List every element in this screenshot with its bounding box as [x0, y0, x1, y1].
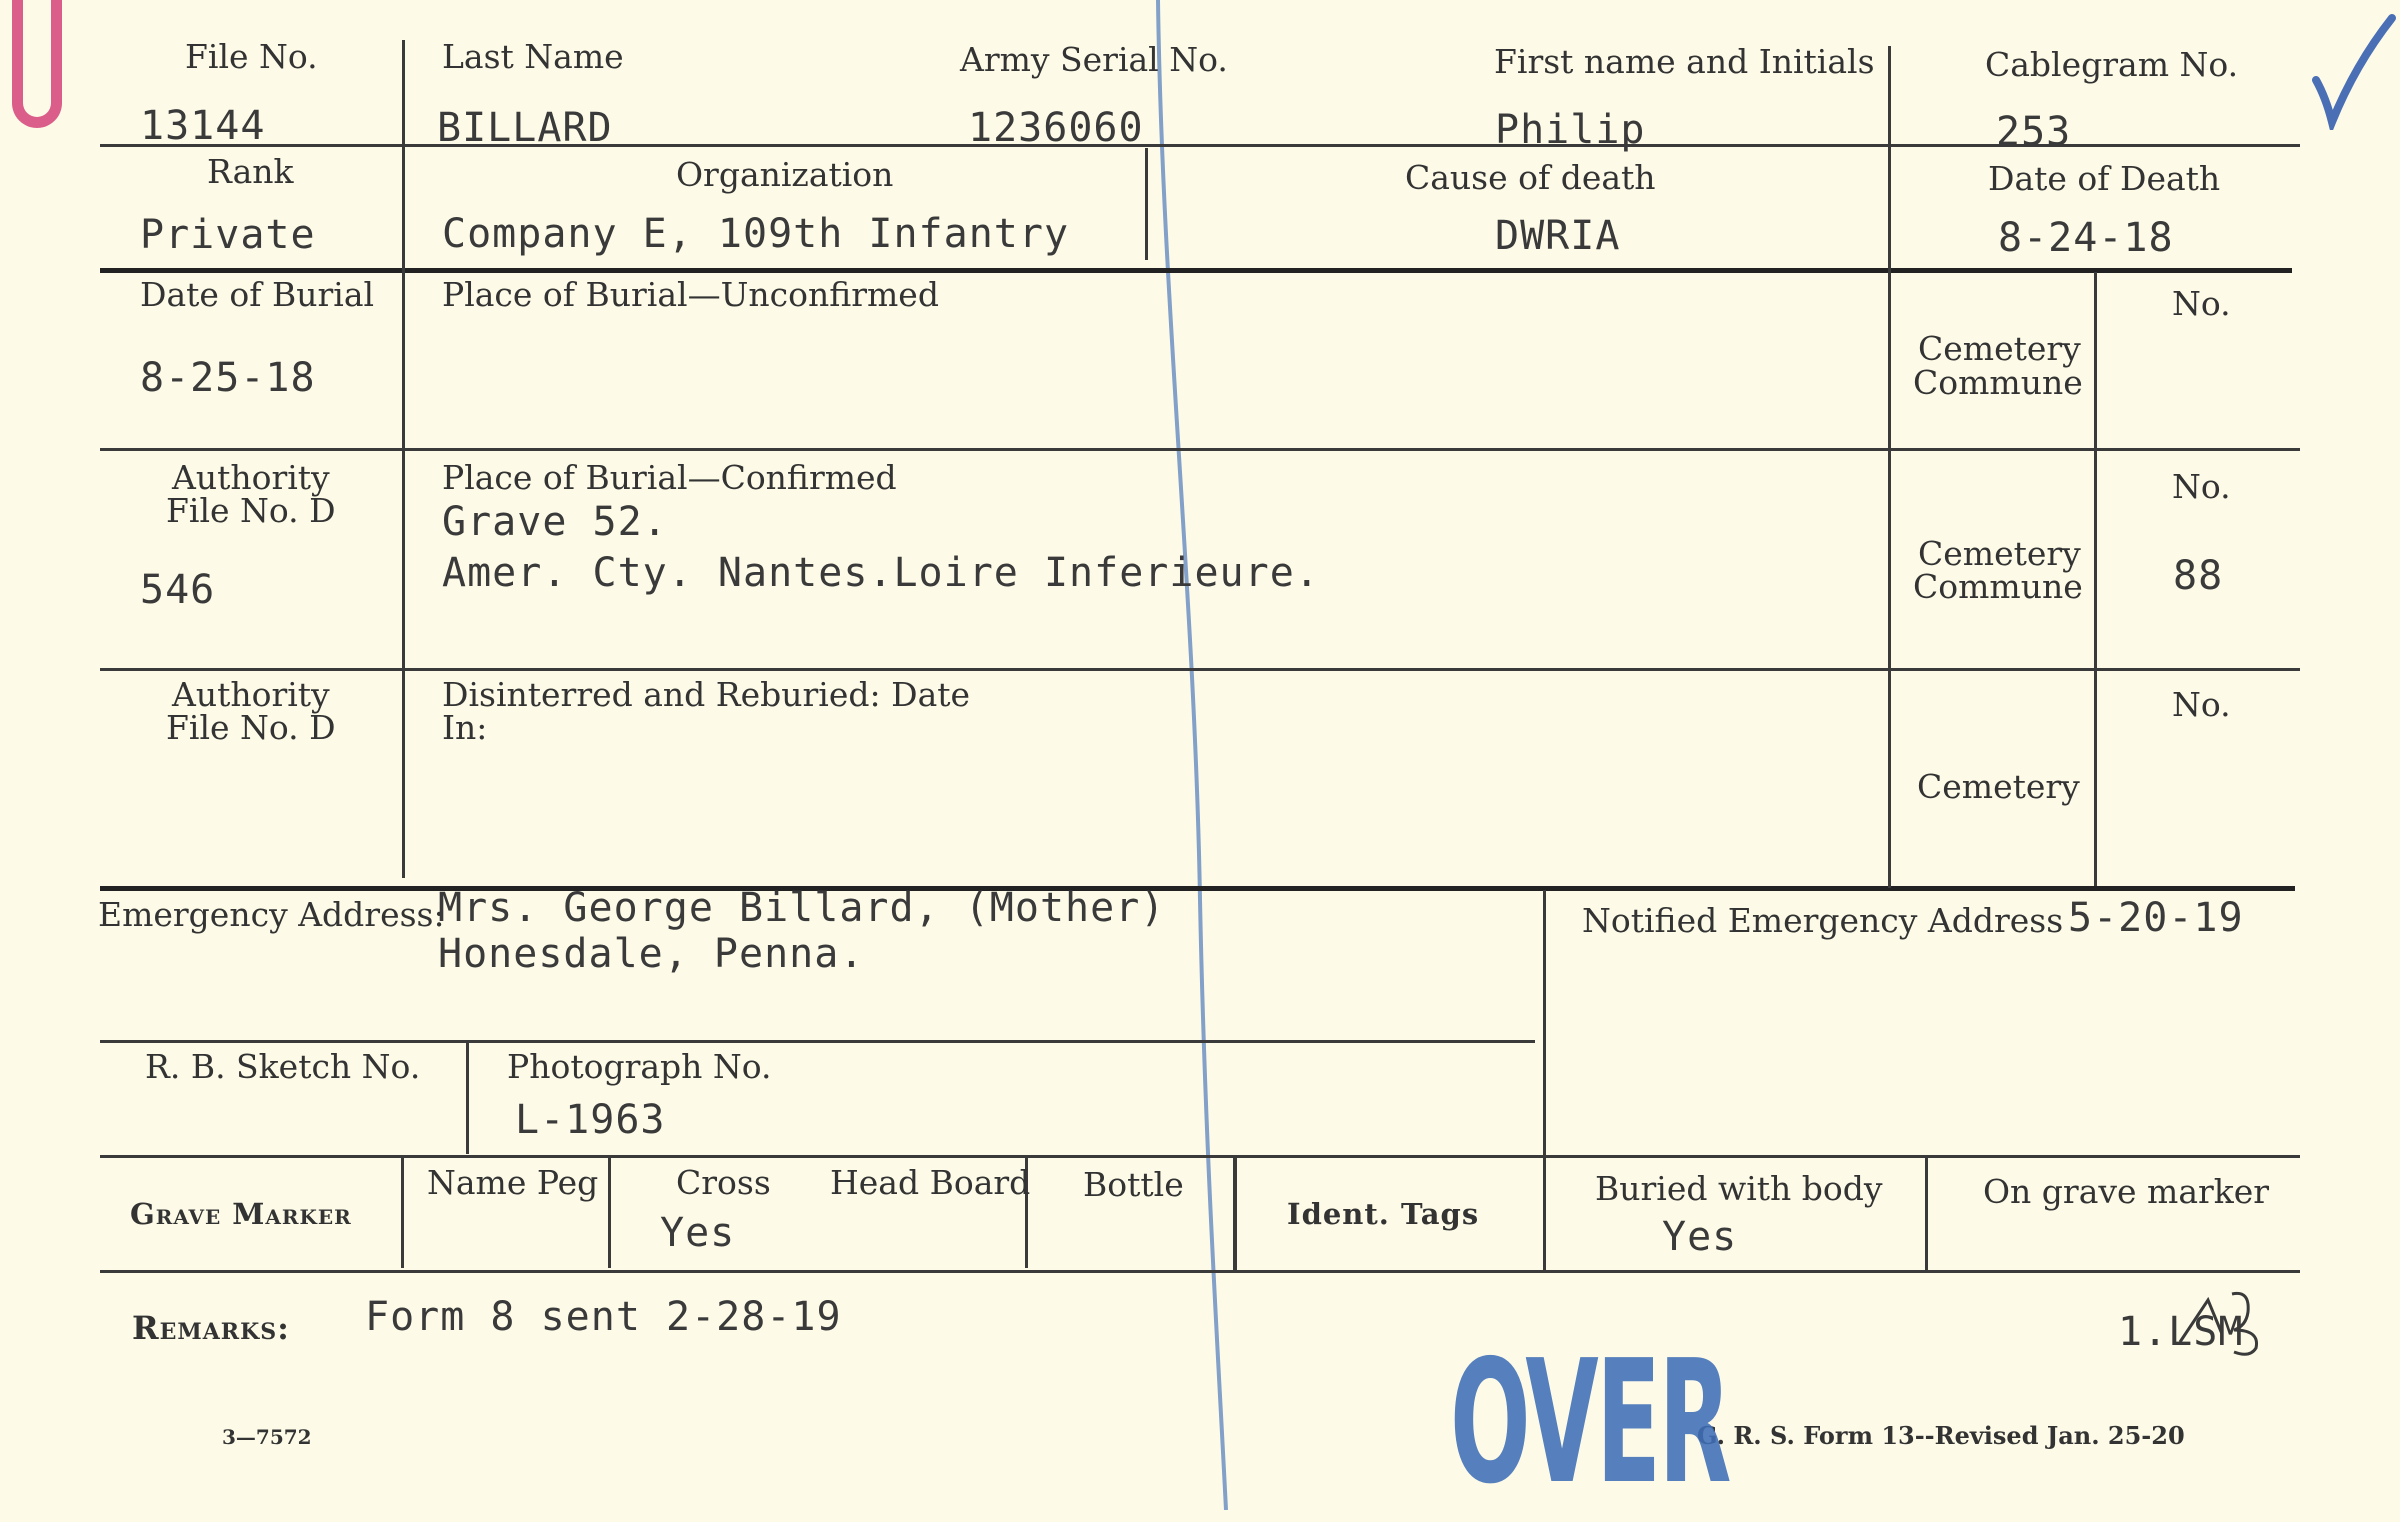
place-confirmed-line2: Amer. Cty. Nantes.Loire Inferieure. [442, 550, 1320, 596]
bottle-label: Bottle [1083, 1165, 1184, 1204]
form-code: 3—7572 [222, 1425, 312, 1449]
authority-file-no-value: 546 [140, 567, 216, 613]
organization-value: Company E, 109th Infantry [442, 211, 1070, 257]
remarks-initials: 1.LSM [2118, 1309, 2244, 1355]
rule-5 [100, 886, 2295, 891]
army-serial-value: 1236060 [968, 105, 1144, 151]
date-of-death-label: Date of Death [1988, 159, 2221, 198]
vrule-c [1888, 46, 1891, 888]
over-stamp: OVER [1450, 1324, 1730, 1522]
pink-marker-stroke [12, 0, 62, 128]
disinterred-in-label: In: [442, 708, 488, 747]
place-confirmed-line1: Grave 52. [442, 499, 668, 545]
authority-label-1a: Authority [172, 458, 330, 497]
photograph-label: Photograph No. [507, 1047, 772, 1086]
first-name-label: First name and Initials [1494, 42, 1875, 81]
vrule-h [608, 1158, 611, 1268]
rule-8 [100, 1270, 2300, 1273]
rank-value: Private [140, 212, 316, 258]
grave-no-value: 88 [2173, 553, 2224, 599]
rule-1 [100, 144, 2300, 147]
first-name-value: Philip [1495, 107, 1646, 153]
cablegram-value: 253 [1996, 109, 2072, 155]
file-no-value: 13144 [140, 103, 266, 149]
blue-check-mark [2300, 10, 2400, 130]
authority-label-2a: Authority [172, 675, 330, 714]
rule-6 [100, 1040, 1535, 1043]
vrule-k [1543, 1158, 1546, 1270]
file-no-label: File No. [185, 37, 318, 76]
no-label-2: No. [2172, 467, 2231, 506]
last-name-value: BILLARD [437, 105, 613, 151]
head-board-label: Head Board [830, 1163, 1031, 1202]
cause-of-death-value: DWRIA [1495, 213, 1621, 259]
army-serial-label: Army Serial No. [960, 40, 1228, 79]
remarks-text: Form 8 sent 2-28-19 [365, 1294, 842, 1340]
date-of-death-value: 8-24-18 [1998, 215, 2174, 261]
date-of-burial-label: Date of Burial [140, 275, 375, 314]
name-peg-label: Name Peg [427, 1163, 599, 1202]
cablegram-label: Cablegram No. [1985, 45, 2239, 84]
disinterred-label: Disinterred and Reburied: Date [442, 675, 971, 714]
notified-emergency-label: Notified Emergency Address [1582, 901, 2064, 940]
rule-4 [100, 668, 2300, 671]
vrule-g [401, 1158, 404, 1268]
authority-label-1b: File No. D [166, 491, 336, 530]
cemetery-label-2: Cemetery [1918, 534, 2081, 573]
cross-value: Yes [660, 1210, 736, 1256]
cemetery-label-1: Cemetery [1918, 329, 2081, 368]
handwritten-initials-scribble [2170, 1282, 2300, 1362]
on-grave-marker-label: On grave marker [1983, 1172, 2270, 1211]
date-of-burial-value: 8-25-18 [140, 355, 316, 401]
remarks-label: Remarks: [132, 1309, 290, 1347]
cemetery-label-3: Cemetery [1917, 767, 2080, 806]
buried-with-body-label: Buried with body [1595, 1169, 1883, 1208]
vrule-e [1543, 890, 1546, 1156]
photograph-value: L-1963 [515, 1097, 666, 1143]
last-name-label: Last Name [442, 37, 624, 76]
vrule-f [466, 1042, 469, 1154]
rule-2 [100, 268, 2292, 273]
rule-3 [100, 448, 2300, 451]
vrule-j [1233, 1158, 1237, 1270]
fold-crease-line [1140, 0, 1250, 1510]
buried-with-body-value: Yes [1662, 1214, 1738, 1260]
vrule-b [1145, 148, 1148, 260]
cross-label: Cross [676, 1163, 771, 1202]
ident-tags-label: Ident. Tags [1287, 1197, 1480, 1231]
rank-label: Rank [207, 152, 294, 191]
cause-of-death-label: Cause of death [1405, 158, 1656, 197]
form-name: G. R. S. Form 13--Revised Jan. 25-20 [1697, 1421, 2185, 1450]
emergency-address-line2: Honesdale, Penna. [438, 931, 865, 977]
grave-marker-label: Grave Marker [130, 1197, 352, 1231]
no-label-1: No. [2172, 284, 2231, 323]
commune-label-1: Commune [1913, 363, 2083, 402]
vrule-a [402, 40, 405, 878]
emergency-address-line1: Mrs. George Billard, (Mother) [438, 885, 1166, 931]
organization-label: Organization [676, 155, 894, 194]
vrule-l [1925, 1158, 1928, 1270]
authority-label-2b: File No. D [166, 708, 336, 747]
no-label-3: No. [2172, 685, 2231, 724]
rb-sketch-label: R. B. Sketch No. [145, 1047, 421, 1086]
commune-label-2: Commune [1913, 567, 2083, 606]
rule-7 [100, 1155, 2300, 1158]
vrule-d [2094, 272, 2097, 886]
emergency-address-label: Emergency Address: [98, 895, 445, 934]
place-confirmed-label: Place of Burial—Confirmed [442, 458, 897, 497]
place-unconfirmed-label: Place of Burial—Unconfirmed [442, 275, 939, 314]
notified-emergency-date: 5-20-19 [2068, 895, 2244, 941]
